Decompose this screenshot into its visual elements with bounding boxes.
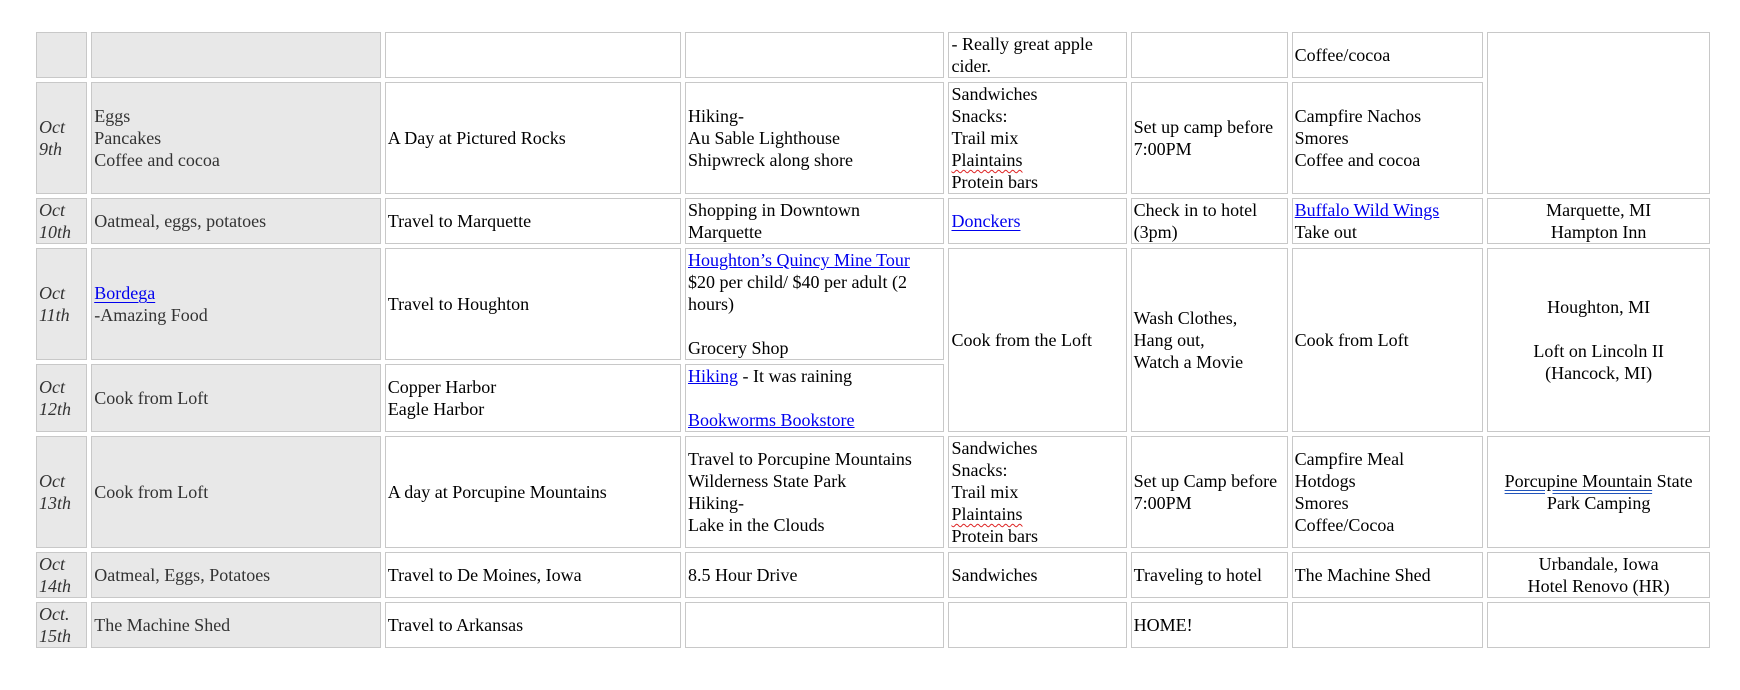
table-row bbox=[36, 436, 1710, 548]
dinner-text: Coffee/cocoa bbox=[1294, 45, 1391, 65]
lodging-text: State bbox=[1652, 471, 1693, 491]
hiking-link[interactable]: Hiking bbox=[688, 366, 739, 386]
lunch-text: Sandwiches bbox=[951, 438, 1038, 458]
dinner-text: Coffee/Cocoa bbox=[1294, 515, 1395, 535]
lunch-text: Snacks: bbox=[951, 106, 1008, 126]
plan-text: Travel to Arkansas bbox=[387, 615, 524, 635]
lunch-cell bbox=[948, 82, 1126, 194]
date-text: 10th bbox=[39, 222, 72, 242]
breakfast-cell bbox=[91, 82, 381, 194]
date-text: 14th bbox=[39, 576, 72, 596]
notes-text: HOME! bbox=[1133, 615, 1193, 635]
breakfast-text: The Machine Shed bbox=[94, 615, 231, 635]
lodging-cell bbox=[1487, 436, 1710, 548]
dinner-text: Hotdogs bbox=[1294, 471, 1356, 491]
dinner-text: Smores bbox=[1294, 493, 1349, 513]
lunch-cell bbox=[948, 32, 1126, 78]
lodging-text: Park Camping bbox=[1546, 493, 1651, 513]
notes-text: Set up camp before bbox=[1133, 117, 1274, 137]
date-cell bbox=[36, 602, 87, 648]
date-text: 13th bbox=[39, 493, 72, 513]
lodging-cell bbox=[1487, 552, 1710, 598]
buffalo-wild-wings-link[interactable]: Buffalo Wild Wings bbox=[1294, 200, 1440, 220]
dinner-text: Coffee and cocoa bbox=[1294, 150, 1421, 170]
plan-text: A day at Porcupine Mountains bbox=[387, 482, 607, 502]
date-text: Oct bbox=[39, 117, 65, 137]
lodging-text: Porcupine Mountain bbox=[1504, 471, 1653, 491]
lunch-text: cider. bbox=[951, 56, 991, 76]
lodging-text: Hampton Inn bbox=[1550, 222, 1647, 242]
dinner-cell bbox=[1292, 82, 1484, 194]
plan-cell bbox=[385, 364, 681, 432]
date-text: Oct bbox=[39, 377, 65, 397]
breakfast-text: Cook from Loft bbox=[94, 482, 209, 502]
plan-cell bbox=[385, 602, 681, 648]
lunch-cell bbox=[948, 198, 1126, 244]
lunch-text: Protein bars bbox=[951, 172, 1038, 192]
lodging-cell bbox=[1487, 248, 1710, 432]
lunch-text: Protein bars bbox=[951, 526, 1038, 546]
breakfast-cell bbox=[91, 602, 381, 648]
activities-cell bbox=[685, 198, 944, 244]
notes-text: Check in to hotel bbox=[1133, 200, 1258, 220]
date-text: 12th bbox=[39, 399, 72, 419]
date-text: 15th bbox=[39, 626, 72, 646]
breakfast-cell bbox=[91, 198, 381, 244]
notes-text: 7:00PM bbox=[1133, 493, 1192, 513]
notes-cell bbox=[1131, 602, 1288, 648]
date-text: Oct bbox=[39, 200, 65, 220]
dinner-text: Campfire Nachos bbox=[1294, 106, 1422, 126]
lodging-cell bbox=[1487, 602, 1710, 648]
date-cell bbox=[36, 32, 87, 78]
notes-cell bbox=[1131, 248, 1288, 432]
notes-text: Watch a Movie bbox=[1133, 352, 1244, 372]
activities-cell bbox=[685, 82, 944, 194]
lodging-text: Hotel Renovo (HR) bbox=[1527, 576, 1670, 596]
plan-cell bbox=[385, 32, 681, 78]
lunch-text: Plaintains bbox=[951, 150, 1023, 170]
notes-text: 7:00PM bbox=[1133, 139, 1192, 159]
breakfast-cell bbox=[91, 32, 381, 78]
dinner-text: Take out bbox=[1294, 222, 1357, 242]
bookworms-bookstore-link[interactable]: Bookworms Bookstore bbox=[688, 410, 855, 430]
date-text: Oct. bbox=[39, 604, 70, 624]
lunch-text: Cook from the Loft bbox=[951, 330, 1092, 350]
lunch-text: Trail mix bbox=[951, 482, 1019, 502]
plan-text: A Day at Pictured Rocks bbox=[387, 128, 566, 148]
plan-text: Copper Harbor bbox=[387, 377, 497, 397]
activity-text: Shipwreck along shore bbox=[688, 150, 853, 170]
plan-text: Eagle Harbor bbox=[387, 399, 485, 419]
lodging-text: (Hancock, MI) bbox=[1545, 363, 1653, 383]
notes-cell bbox=[1131, 436, 1288, 548]
notes-text: (3pm) bbox=[1133, 222, 1178, 242]
activity-text: - It was raining bbox=[738, 366, 852, 386]
notes-cell bbox=[1131, 198, 1288, 244]
plan-cell bbox=[385, 436, 681, 548]
plan-cell bbox=[385, 552, 681, 598]
lodging-text: Marquette, MI bbox=[1546, 200, 1652, 220]
activity-text: Grocery Shop bbox=[688, 338, 789, 358]
activities-cell bbox=[685, 436, 944, 548]
notes-cell bbox=[1131, 552, 1288, 598]
notes-cell bbox=[1131, 32, 1288, 78]
itinerary-table bbox=[32, 28, 1714, 652]
dinner-cell bbox=[1292, 436, 1484, 548]
breakfast-text: Oatmeal, Eggs, Potatoes bbox=[94, 565, 271, 585]
dinner-text: Campfire Meal bbox=[1294, 449, 1405, 469]
date-text: 9th bbox=[39, 139, 63, 159]
table-row bbox=[36, 32, 1710, 78]
plan-cell bbox=[385, 198, 681, 244]
notes-text: Set up Camp before bbox=[1133, 471, 1278, 491]
breakfast-text: Cook from Loft bbox=[94, 388, 209, 408]
dinner-text: The Machine Shed bbox=[1294, 565, 1431, 585]
donckers-link[interactable]: Donckers bbox=[951, 211, 1021, 231]
bordega-link[interactable]: Bordega bbox=[94, 283, 156, 303]
activity-text: $20 per child/ $40 per adult (2 hours) bbox=[688, 272, 907, 314]
dinner-cell bbox=[1292, 198, 1484, 244]
lunch-text: Trail mix bbox=[951, 128, 1019, 148]
lodging-text: Loft on Lincoln II bbox=[1533, 341, 1664, 361]
date-cell bbox=[36, 552, 87, 598]
lunch-text: Sandwiches bbox=[951, 565, 1038, 585]
lunch-text: - Really great apple bbox=[951, 34, 1093, 54]
notes-cell bbox=[1131, 82, 1288, 194]
date-text: 11th bbox=[39, 305, 70, 325]
plan-cell bbox=[385, 248, 681, 360]
activities-cell bbox=[685, 552, 944, 598]
activity-text: Hiking- bbox=[688, 493, 744, 513]
activity-text: Au Sable Lighthouse bbox=[688, 128, 840, 148]
plan-text: Travel to Houghton bbox=[387, 294, 530, 314]
breakfast-cell bbox=[91, 436, 381, 548]
plan-text: Travel to De Moines, Iowa bbox=[387, 565, 582, 585]
table-row bbox=[36, 552, 1710, 598]
notes-text: Traveling to hotel bbox=[1133, 565, 1262, 585]
table-row bbox=[36, 82, 1710, 194]
lodging-cell bbox=[1487, 32, 1710, 194]
dinner-cell bbox=[1292, 602, 1484, 648]
date-text: Oct bbox=[39, 283, 65, 303]
activity-text: Wilderness State Park bbox=[688, 471, 847, 491]
activity-text: Marquette bbox=[688, 222, 762, 242]
plan-text: Travel to Marquette bbox=[387, 211, 532, 231]
breakfast-text: -Amazing Food bbox=[94, 305, 208, 325]
date-cell bbox=[36, 436, 87, 548]
lunch-text: Sandwiches bbox=[951, 84, 1038, 104]
date-cell bbox=[36, 82, 87, 194]
dinner-cell bbox=[1292, 248, 1484, 432]
plan-cell bbox=[385, 82, 681, 194]
breakfast-text: Pancakes bbox=[94, 128, 162, 148]
notes-text: Wash Clothes, bbox=[1133, 308, 1238, 328]
dinner-cell bbox=[1292, 32, 1484, 78]
lodging-cell bbox=[1487, 198, 1710, 244]
lodging-text: Houghton, MI bbox=[1547, 297, 1651, 317]
lunch-text: Snacks: bbox=[951, 460, 1008, 480]
activities-cell bbox=[685, 248, 944, 360]
lunch-cell bbox=[948, 602, 1126, 648]
activities-cell bbox=[685, 364, 944, 432]
date-cell bbox=[36, 364, 87, 432]
breakfast-cell bbox=[91, 248, 381, 360]
lunch-text: Plaintains bbox=[951, 504, 1023, 524]
quincy-mine-tour-link[interactable]: Houghton’s Quincy Mine Tour bbox=[688, 250, 910, 270]
dinner-text: Smores bbox=[1294, 128, 1349, 148]
activity-text: Hiking- bbox=[688, 106, 744, 126]
dinner-cell bbox=[1292, 552, 1484, 598]
activity-text: Travel to Porcupine Mountains bbox=[688, 449, 912, 469]
breakfast-cell bbox=[91, 552, 381, 598]
activities-cell bbox=[685, 32, 944, 78]
lunch-cell bbox=[948, 248, 1126, 432]
table-row bbox=[36, 198, 1710, 244]
breakfast-text: Coffee and cocoa bbox=[94, 150, 220, 170]
activity-text: Lake in the Clouds bbox=[688, 515, 825, 535]
activity-text: Shopping in Downtown bbox=[688, 200, 861, 220]
breakfast-text: Eggs bbox=[94, 106, 131, 126]
breakfast-text: Oatmeal, eggs, potatoes bbox=[94, 211, 267, 231]
lodging-text: Urbandale, Iowa bbox=[1538, 554, 1659, 574]
breakfast-cell bbox=[91, 364, 381, 432]
table-row bbox=[36, 248, 1710, 360]
dinner-text: Cook from Loft bbox=[1294, 330, 1409, 350]
activity-text: 8.5 Hour Drive bbox=[688, 565, 798, 585]
table-row bbox=[36, 602, 1710, 648]
lunch-cell bbox=[948, 436, 1126, 548]
notes-text: Hang out, bbox=[1133, 330, 1205, 350]
date-cell bbox=[36, 198, 87, 244]
date-cell bbox=[36, 248, 87, 360]
date-text: Oct bbox=[39, 554, 65, 574]
date-text: Oct bbox=[39, 471, 65, 491]
lunch-cell bbox=[948, 552, 1126, 598]
activities-cell bbox=[685, 602, 944, 648]
